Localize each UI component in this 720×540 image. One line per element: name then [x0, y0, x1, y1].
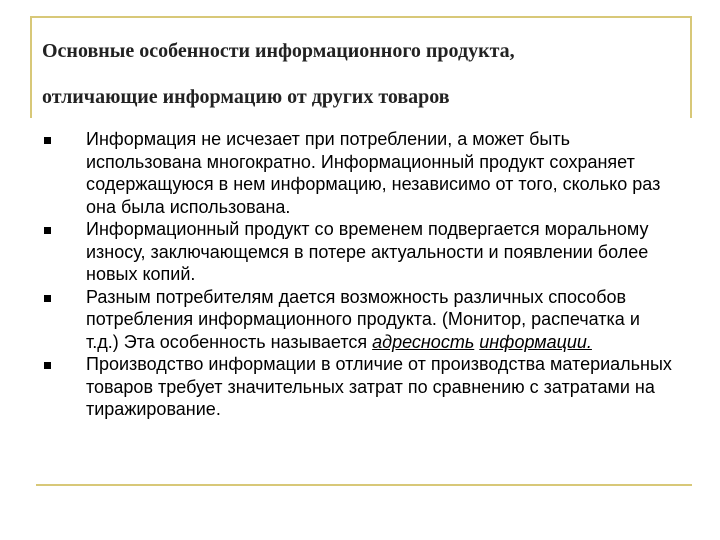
bullet-text-3: Разным потребителям дается возможность различных способов потребления информационного продукта. (Монитор, распечатка и т.д.) Эта особенность называется: [86, 286, 640, 352]
bullet-text-2: Информационный продукт со временем подвергается моральному износу, заключающемся в потере актуальности и появлении более новых копий.: [86, 219, 649, 284]
square-bullet-icon: [44, 137, 51, 144]
term-information: информации.: [479, 331, 592, 352]
square-bullet-icon: [44, 227, 51, 234]
slide-title-line-2: отличающие информацию от других товаров: [42, 86, 450, 108]
title-frame-left-border: [30, 16, 32, 118]
bullet-item-4: [44, 353, 674, 421]
bullet-item-3: [44, 286, 674, 354]
bullet-text-4: Производство информации в отличие от производства материальных товаров требует значительных затрат по сравнению с затратами на тиражирование.: [86, 354, 672, 419]
title-frame-top-border: [30, 16, 692, 18]
slide-title-line-1: Основные особенности информационного продукта,: [42, 40, 515, 62]
bullet-list: [44, 128, 674, 421]
bullet-text-1: Информация не исчезает при потреблении, а может быть использована многократно. Информационный продукт сохраняет содержащуюся в нем информацию, независимо от того, сколько раз она была использована.: [86, 129, 661, 217]
square-bullet-icon: [44, 295, 51, 302]
slide-title: [42, 28, 682, 120]
bullet-item-2: [44, 218, 674, 286]
bullet-item-1: [44, 128, 674, 218]
bottom-divider: [36, 484, 692, 486]
term-addressability: адресность: [372, 331, 475, 352]
title-frame-right-border: [690, 16, 692, 118]
square-bullet-icon: [44, 362, 51, 369]
